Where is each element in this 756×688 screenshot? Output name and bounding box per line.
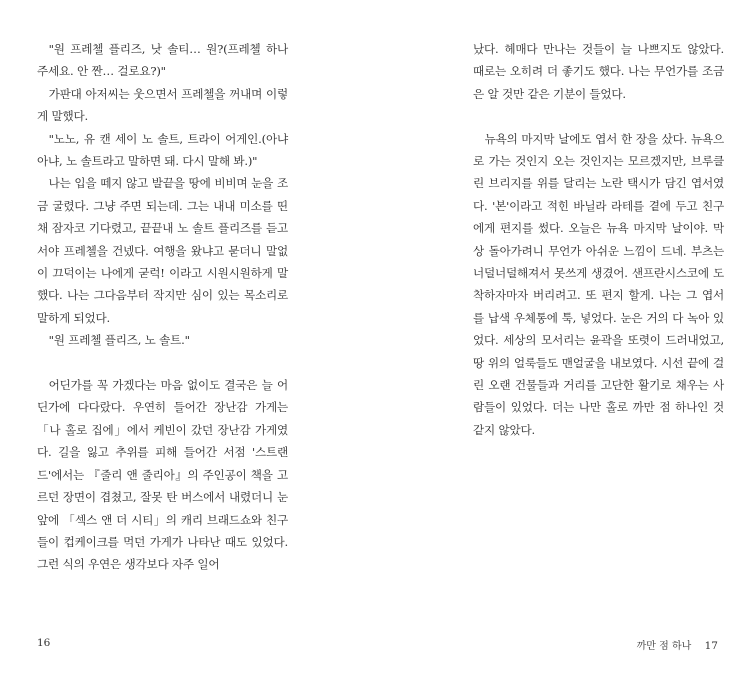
- page-number-left: [37, 637, 50, 649]
- paragraph: "원 프레첼 플리즈, 낫 솔티… 원?(프레첼 하나 주세요. 안 짠… 걸로요?)": [37, 42, 288, 79]
- paragraph-gap: [37, 352, 288, 374]
- page-number: 16: [37, 637, 51, 649]
- running-title: 까만 점 하나: [636, 641, 692, 652]
- paragraph: "노노, 유 캔 세이 노 솔트, 트라이 어게인.(아냐 아냐, 노 솔트라고 말하면 돼. 다시 말해 봐.)": [37, 131, 288, 169]
- paragraph: 뉴욕의 마지막 날에도 엽서 한 장을 샀다. 뉴욕으로 가는 것인지 오는 것인지는 모르겠지만, 브루클린 브리지를 위를 달리는 노란 택시가 담긴 엽서였다. '본'이라고 적힌 바닐라 라테를 곁에 두고 친구에게 편지를 썼다. 오늘은 뉴욕 마지막 날이야. 막상 돌아가려니 무언가 아쉬운 느낌이 드네. 부츠는 너덜너덜해져서 못쓰게 생겼어. 샌프란시스코에 도착하자마자 버리려고. 또 편지 할게. 나는 그 엽서를 납색 우체통에 툭, 넣었다. 눈은 거의 다 녹아 있었다. 세상의 모서리는 윤곽을 또렷이 드러내었고, 땅 위의 얼룩들도 맨얼굴을 내보였다. 시선 끝에 걸린 오랜 건물들과 거리를 고단한 활기로 채우는 사람들이 있었다. 더는 나만 홀로 까만 점 하나인 것 같지 않았다.: [473, 131, 724, 437]
- page-number: 17: [704, 640, 718, 652]
- right-page: [473, 38, 724, 441]
- page-footer-right: [637, 637, 718, 652]
- paragraph-gap: [473, 105, 724, 127]
- left-page: [37, 38, 288, 576]
- paragraph: "원 프레첼 플리즈, 노 솔트.": [48, 333, 190, 348]
- paragraph: 나는 입을 떼지 않고 발끝을 땅에 비비며 눈을 조금 굴렸다. 그냥 주면 되는데. 그는 내내 미소를 띤 채 잠자코 기다렸고, 끝끝내 노 솔트 플리즈를 듣고서야 프레첼을 건넸다. 여행을 왔냐고 묻더니 말없이 끄덕이는 나에게 굳럭! 이라고 시원시원하게 말했다. 나는 그다음부터 작지만 심이 있는 목소리로 말하게 되었다.: [37, 176, 288, 325]
- paragraph: 가판대 아저씨는 웃으면서 프레첼을 꺼내며 이렇게 말했다.: [37, 86, 288, 124]
- paragraph: 났다. 헤매다 만나는 것들이 늘 나쁘지도 않았다. 때로는 오히려 더 좋기도 했다. 나는 무언가를 조금은 알 것만 같은 기분이 들었다.: [473, 42, 724, 101]
- paragraph: 어딘가를 꼭 가겠다는 마음 없이도 결국은 늘 어딘가에 다다랐다. 우연히 들어간 장난감 가게는 「나 홀로 집에」에서 케빈이 갔던 장난감 가게였다. 길을 잃고 추위를 피해 들어간 서점 '스트랜드'에서는 『줄리 앤 줄리아』의 주인공이 책을 고르던 장면이 겹쳤고, 잘못 탄 버스에서 내렸더니 눈앞에 「섹스 앤 더 시티」의 캐리 브래드쇼와 친구들이 컵케이크를 먹던 가게가 나타난 때도 있었다. 그런 식의 우연은 생각보다 자주 일어: [37, 378, 288, 572]
